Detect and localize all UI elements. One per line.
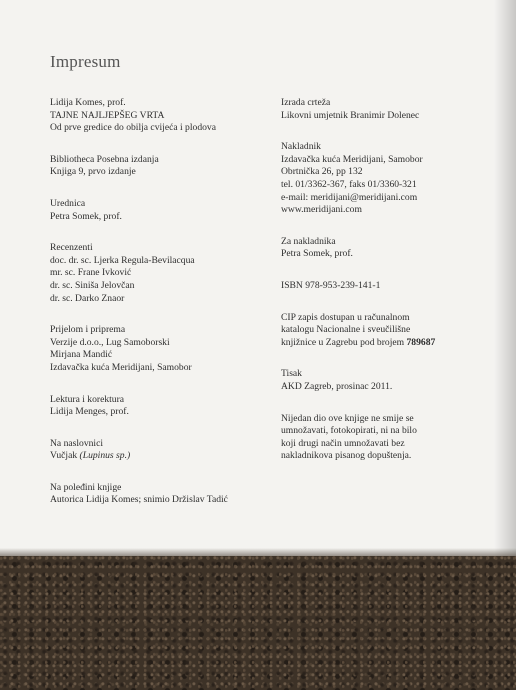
publisher-rep-heading: Za nakladnika <box>281 235 336 247</box>
publisher-rep-name: Petra Somek, prof. <box>281 248 353 260</box>
print-block <box>281 368 486 393</box>
printer: AKD Zagreb, prosinac 2011. <box>281 380 393 392</box>
proofreading-heading: Lektura i korektura <box>50 393 125 405</box>
reviewer: doc. dr. sc. Ljerka Regula-Bevilacqua <box>50 254 195 266</box>
reviewer: mr. sc. Frane Ivković <box>50 267 132 279</box>
cip-line: katalogu Nacionalne i sveučilišne <box>281 324 411 336</box>
cip-number: 789687 <box>406 336 436 348</box>
publisher-block <box>281 141 486 217</box>
series-name: Bibliotheca Posebna izdanja <box>50 153 159 165</box>
layout-heading: Prijelom i priprema <box>50 324 126 336</box>
layout-person: Mirjana Mandić <box>50 349 113 361</box>
publisher-website: www.meridijani.com <box>281 204 362 216</box>
left-column <box>50 97 270 507</box>
back-cover-block <box>50 482 270 507</box>
right-column <box>281 97 486 463</box>
editor-name: Petra Somek, prof. <box>50 210 122 222</box>
back-cover-heading: Na poleđini knjige <box>50 481 122 493</box>
proofreading-block <box>50 394 270 419</box>
soil-photo-strip <box>0 556 516 690</box>
reviewer: dr. sc. Darko Znaor <box>50 292 125 304</box>
copyright-notice <box>281 413 486 463</box>
book-subtitle: Od prve gredice do obilja cvijeća i plodova <box>50 122 216 134</box>
author: Lidija Komes, prof. <box>50 97 126 108</box>
layout-block <box>50 324 270 374</box>
cover-latin-name: (Lupinus sp.) <box>79 450 131 462</box>
back-cover-caption: Autorica Lidija Komes; snimio Držislav Tadić <box>50 494 228 506</box>
book-title: TAJNE NAJLJEPŠEG VRTA <box>50 109 165 121</box>
copyright-line: nakladnikova pisanog dopuštenja. <box>281 450 412 462</box>
publisher-rep-block <box>281 236 486 261</box>
editor-block <box>50 198 270 223</box>
publisher-name: Izdavačka kuća Meridijani, Samobor <box>281 153 423 165</box>
series-volume: Knjiga 9, prvo izdanje <box>50 166 136 178</box>
cip-line-last <box>281 337 486 350</box>
isbn-block <box>281 280 486 293</box>
publisher-email: e-mail: meridijani@meridijani.com <box>281 191 418 203</box>
cip-line: CIP zapis dostupan u računalnom <box>281 311 410 323</box>
publisher-heading: Nakladnik <box>281 141 321 153</box>
copyright-line: koji drugi način umnožavati bez <box>281 437 405 449</box>
copyright-line: Nijedan dio ove knjige ne smije se <box>281 412 414 424</box>
isbn: ISBN 978-953-239-141-1 <box>281 279 381 291</box>
cover-heading: Na naslovnici <box>50 437 104 449</box>
cover-block <box>50 438 270 463</box>
publisher-address: Obrtnička 26, pp 132 <box>281 166 363 178</box>
drawings-block <box>281 97 486 122</box>
print-heading: Tisak <box>281 368 302 380</box>
copyright-line: umnožavati, fotokopirati, ni na bilo <box>281 425 417 437</box>
layout-publisher: Izdavačka kuća Meridijani, Samobor <box>50 361 192 373</box>
page-edge-shadow <box>494 0 516 560</box>
drawings-heading: Izrada crteža <box>281 97 331 108</box>
reviewers-block <box>50 242 270 305</box>
author-block <box>50 97 270 135</box>
cip-line: knjižnice u Zagrebu pod brojem <box>281 336 405 348</box>
cover-caption <box>50 450 270 463</box>
drawings-artist: Likovni umjetnik Branimir Dolenec <box>281 109 420 121</box>
series-block <box>50 154 270 179</box>
cip-block <box>281 312 486 350</box>
reviewers-heading: Recenzenti <box>50 242 93 254</box>
page-title: Impresum <box>50 52 121 71</box>
editor-heading: Urednica <box>50 197 86 209</box>
proofreader-name: Lidija Menges, prof. <box>50 406 129 418</box>
publisher-phone: tel. 01/3362-367, faks 01/3360-321 <box>281 178 417 190</box>
cover-plant-name: Vučjak <box>50 450 78 462</box>
layout-company: Verzije d.o.o., Lug Samoborski <box>50 336 170 348</box>
reviewer: dr. sc. Siniša Jelovčan <box>50 279 135 291</box>
